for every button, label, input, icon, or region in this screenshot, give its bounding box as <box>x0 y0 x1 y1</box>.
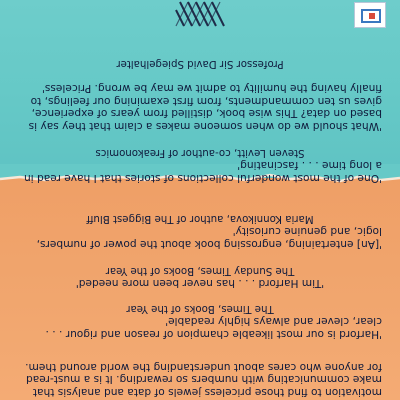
quote-levitt-text: 'One of the most wonderful collections of stories that I have read in a long time . . . fascinating' <box>24 159 382 184</box>
quote-konnikova-attribution: Maria Konnikova, author of The Biggest Bluff <box>86 213 314 224</box>
publisher-logo-icon <box>172 0 228 28</box>
quote-intro-text: motivation to find those priceless jewels of data and analysis that make communicating with numbers so rewarding. It is a must-read for anyone who cares about understanding the world around them. <box>25 360 382 398</box>
quote-spiegelhalter-text: 'What should we do when someone makes a claim that they say is based on data? This wise book, distilled from years of experience, gives us ten commandments, from first examining our feelings, to finally having the humility to admit we may be wrong. Priceless' <box>28 82 382 132</box>
quote-sunday-times-attribution: The Sunday Times, Books of the Year <box>105 265 295 276</box>
quote-levitt-attribution: Steven Levitt, co-author of Freakonomics <box>95 147 305 158</box>
quote-times-attribution: The Times, Books of the Year <box>126 303 274 314</box>
quote-konnikova-text: '[An] entertaining, engrossing book about the power of numbers, logic, and genuine curiosity' <box>36 225 382 250</box>
quote-times-text: 'Harford is our most likeable champion of reason and rigour . . . clear, clever and always highly readable' <box>45 315 382 340</box>
quote-sunday-times-text: 'Tim Harford . . . has never been more needed' <box>75 277 325 289</box>
quote-spiegelhalter-attribution: Professor Sir David Spiegelhalter <box>116 58 284 69</box>
fsc-badge-icon <box>354 2 386 28</box>
